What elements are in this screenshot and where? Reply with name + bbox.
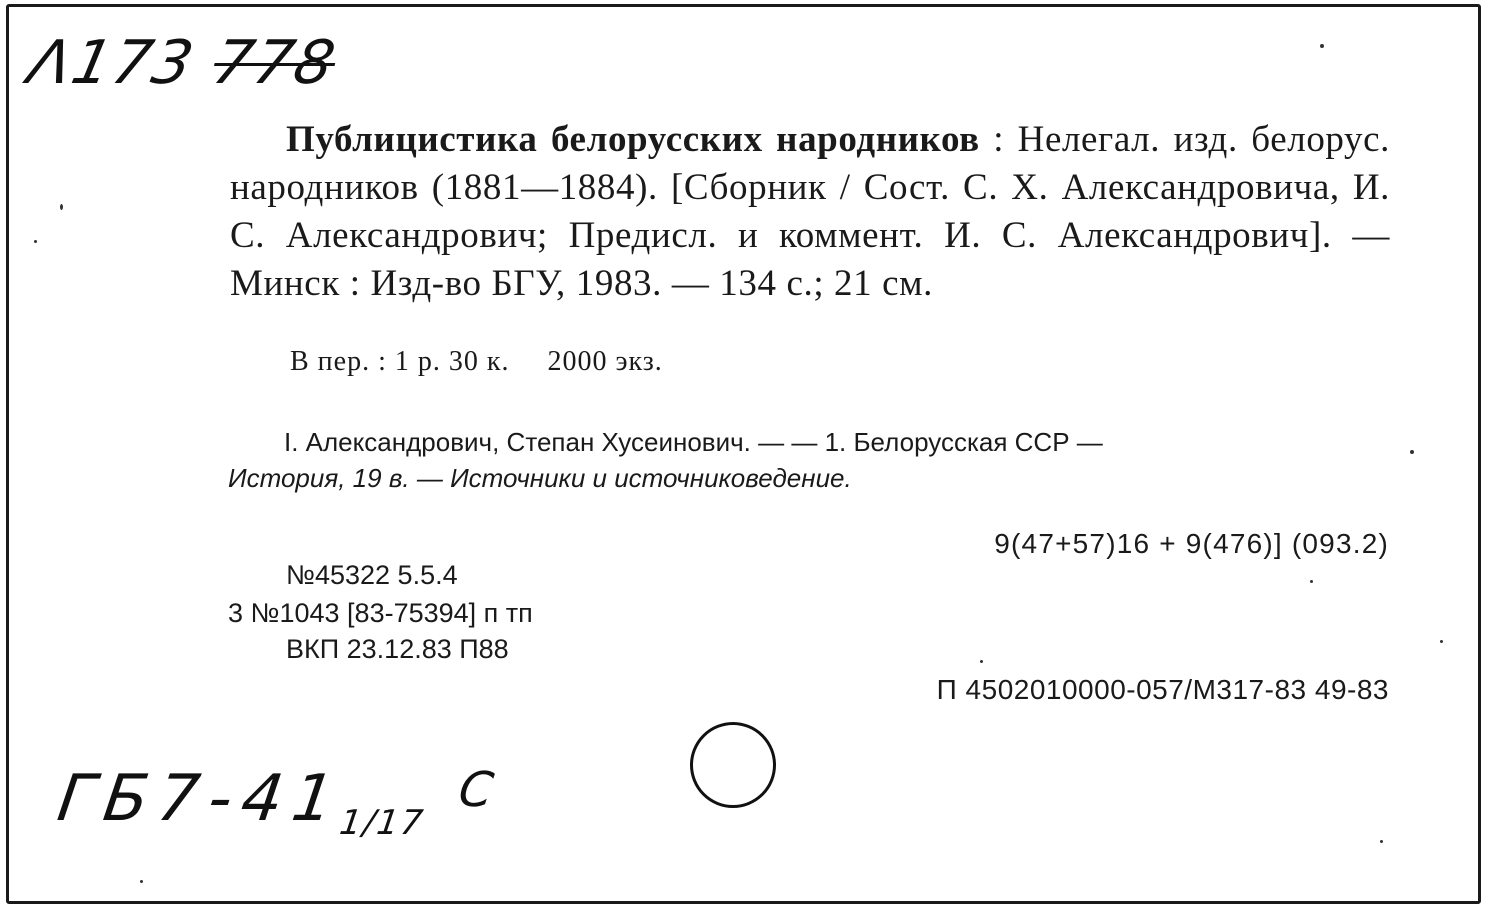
- description-body: : Нелегал. изд. белорус. народников (1881—1884). [Сборник / Сост. С. Х. Александровича, И. С. Александрович; Предисл. и коммент. И. С. Александрович]. — Минск : Изд-во БГУ, 1983. — 134 с.; 21 см.: [230, 119, 1390, 304]
- tracing-italic: История, 19 в. — Источники и источниковедение.: [228, 463, 852, 493]
- print-speck: [140, 880, 143, 883]
- print-house-date: ВКП 23.12.83 П88: [286, 634, 509, 664]
- print-speck: [1320, 44, 1324, 48]
- order-number: №45322 5.5.4: [286, 560, 458, 590]
- binding-price: В пер. : 1 р. 30 к.: [290, 346, 510, 377]
- print-speck: [1380, 840, 1383, 843]
- print-speck: [1410, 450, 1414, 454]
- card-punch-hole: [690, 722, 776, 808]
- chamber-number: 3 №1043 [83-75394] п тп: [228, 598, 533, 628]
- bibliographic-description: [230, 116, 1390, 308]
- print-run: 2000 экз.: [547, 346, 663, 377]
- handwritten-number-struck: 778: [207, 28, 343, 98]
- handwritten-number-current: Λ173: [22, 28, 202, 98]
- print-speck: [60, 204, 63, 210]
- shelfmark-main: ГБ7-41: [53, 762, 349, 836]
- shelfmark-mark: С: [455, 762, 507, 818]
- print-speck: [1440, 640, 1443, 643]
- handwritten-shelfmark: [52, 762, 506, 843]
- subject-tracing: [228, 424, 1408, 496]
- publisher-index-code: П 4502010000-057/М317-83 49-83: [936, 674, 1389, 705]
- price-line: [290, 346, 663, 378]
- print-speck: [980, 660, 983, 663]
- book-title: Публицистика белорусских народников: [286, 119, 980, 160]
- bbk-classification: 9(47+57)16 + 9(476)] (093.2): [994, 528, 1389, 559]
- shelfmark-sub: 1/17: [337, 803, 428, 843]
- handwritten-inventory-number: [23, 28, 343, 98]
- tracing-line: I. Александрович, Степан Хусеинович. — — 1. Белорусская ССР —: [284, 427, 1103, 457]
- print-speck: [34, 240, 37, 243]
- print-speck: [1310, 580, 1313, 583]
